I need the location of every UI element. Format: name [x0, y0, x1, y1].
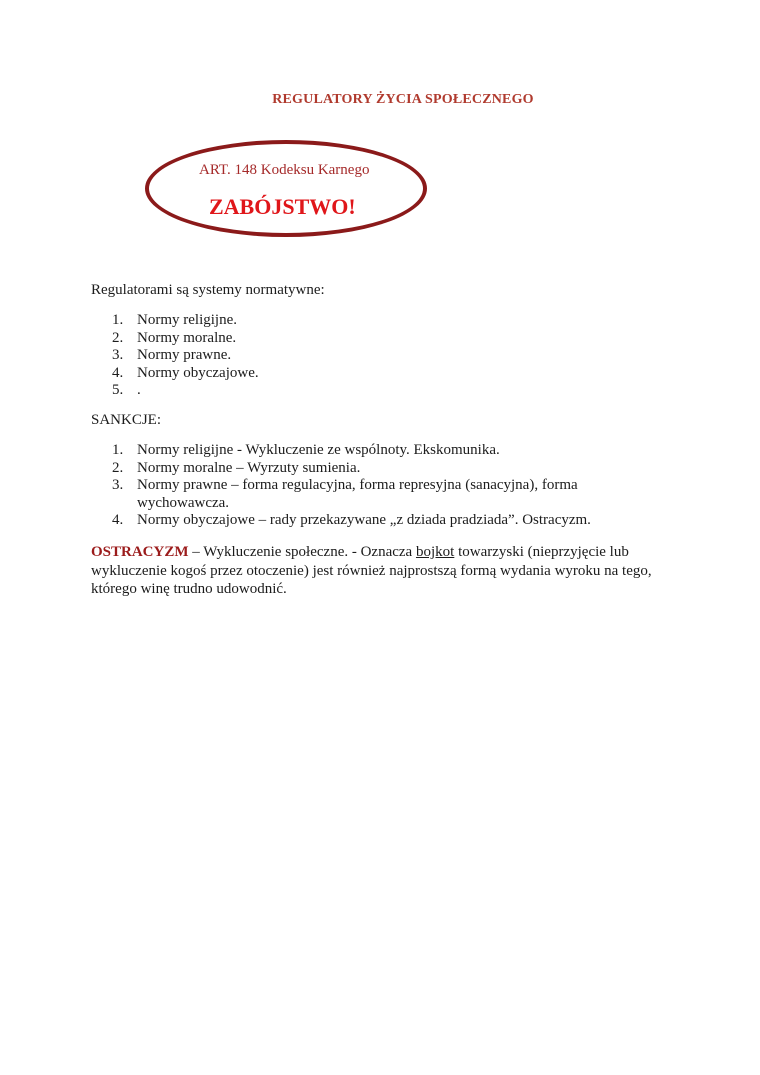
- list-item-text: Normy religijne - Wykluczenie ze wspólnoty. Ekskomunika.: [137, 442, 500, 458]
- list-item-text: .: [137, 382, 141, 398]
- ostracism-paragraph: [91, 543, 681, 599]
- list-item-text: Normy moralne – Wyrzuty sumienia.: [137, 459, 361, 476]
- document-title: REGULATORY ŻYCIA SPOŁECZNEGO: [272, 92, 534, 107]
- list-item: [91, 347, 651, 365]
- intro-text: Regulatorami są systemy normatywne:: [91, 282, 325, 298]
- list-item-text: Normy prawne – forma regulacyjna, forma represyjna (sanacyjna), forma wychowawcza.: [137, 477, 578, 511]
- list-item: [91, 512, 651, 530]
- sanctions-list: [91, 442, 651, 530]
- list-item: [91, 477, 651, 512]
- list-item: [91, 312, 651, 330]
- list-item-text: Normy prawne.: [137, 347, 232, 363]
- list-number: 3.: [112, 477, 124, 493]
- headline: ZABÓJSTWO!: [209, 194, 356, 219]
- list-number: 2.: [112, 459, 124, 476]
- list-number: 2.: [112, 329, 124, 346]
- list-number: 1.: [112, 442, 124, 458]
- list-number: 5.: [112, 382, 124, 398]
- list-number: 4.: [112, 512, 124, 528]
- list-number: 3.: [112, 347, 124, 363]
- regulators-list: [91, 312, 651, 400]
- list-item: [91, 382, 651, 400]
- list-item-text: Normy religijne.: [137, 312, 237, 328]
- ostracism-text-after: towarzyski (nieprzyjęcie lub wykluczenie kogoś przez otoczenie) jest również najprostszą formą wydania wyroku na tego, którego winę trudno udowodnić.: [91, 544, 652, 597]
- article-reference: ART. 148 Kodeksu Karnego: [199, 162, 370, 178]
- list-item: [91, 442, 651, 460]
- oval-frame: [145, 140, 427, 237]
- list-item-text: Normy moralne.: [137, 329, 237, 346]
- ostracism-keyword: OSTRACYZM: [91, 544, 189, 560]
- list-item-text: Normy obyczajowe – rady przekazywane „z dziada pradziada”. Ostracyzm.: [137, 512, 591, 528]
- sanctions-heading: SANKCJE:: [91, 412, 162, 428]
- list-item: [91, 460, 651, 478]
- ostracism-text-before: – Wykluczenie społeczne. - Oznacza: [188, 544, 416, 560]
- list-item-text: Normy obyczajowe.: [137, 364, 259, 381]
- boycott-link[interactable]: bojkot: [415, 544, 455, 560]
- list-number: 1.: [112, 312, 124, 328]
- list-number: 4.: [112, 364, 124, 381]
- list-item: [91, 365, 651, 383]
- list-item: [91, 330, 651, 348]
